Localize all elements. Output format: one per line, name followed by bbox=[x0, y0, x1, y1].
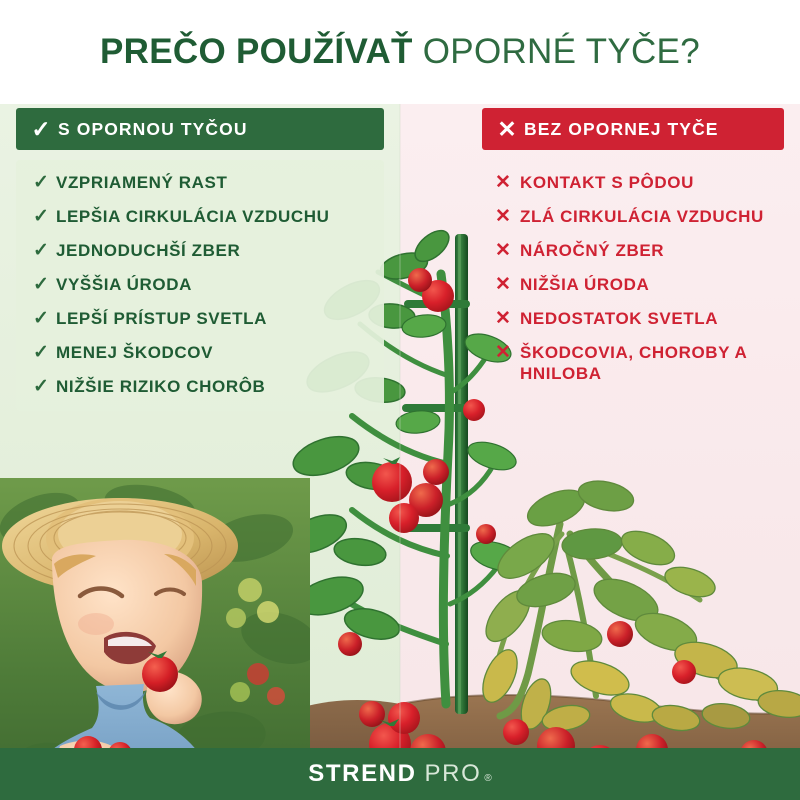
list-item bbox=[488, 240, 782, 261]
list-item-label: ZLÁ CIRKULÁCIA VZDUCHU bbox=[520, 207, 764, 226]
check-icon: ✓ bbox=[33, 274, 49, 295]
list-item bbox=[26, 240, 374, 261]
brand-secondary: PRO bbox=[424, 760, 482, 787]
list-item bbox=[26, 342, 374, 363]
cross-icon: ✕ bbox=[497, 115, 517, 142]
column-header-without-stake bbox=[482, 108, 784, 150]
column-header-right-label: BEZ OPORNEJ TYČE bbox=[524, 118, 719, 139]
brand-logo bbox=[308, 760, 491, 788]
cross-icon: ✕ bbox=[495, 240, 511, 261]
list-item-label: NIŽŠIE RIZIKO CHORÔB bbox=[56, 377, 266, 396]
cross-icon: ✕ bbox=[495, 308, 511, 329]
list-item bbox=[488, 206, 782, 227]
brand-primary: STREND bbox=[308, 760, 417, 787]
check-icon: ✓ bbox=[31, 115, 51, 142]
registered-icon: ® bbox=[484, 773, 492, 784]
list-item-label: LEPŠIA CIRKULÁCIA VZDUCHU bbox=[56, 207, 330, 226]
page-title bbox=[0, 0, 800, 104]
list-item bbox=[26, 206, 374, 227]
list-item-label: VZPRIAMENÝ RAST bbox=[56, 173, 228, 192]
list-item bbox=[26, 376, 374, 397]
check-icon: ✓ bbox=[33, 342, 49, 363]
list-item-label: NIŽŠIA ÚRODA bbox=[520, 275, 650, 294]
list-item bbox=[26, 172, 374, 193]
benefits-list bbox=[16, 160, 384, 411]
check-icon: ✓ bbox=[33, 172, 49, 193]
brand-footer bbox=[0, 748, 800, 800]
cross-icon: ✕ bbox=[495, 206, 511, 227]
column-header-left-label: S OPORNOU TYČOU bbox=[58, 118, 248, 139]
drawbacks-list bbox=[482, 160, 786, 398]
title-strong: PREČO POUŽÍVAŤ bbox=[100, 32, 413, 71]
list-item bbox=[488, 274, 782, 295]
check-icon: ✓ bbox=[33, 240, 49, 261]
list-item bbox=[488, 308, 782, 329]
check-icon: ✓ bbox=[33, 308, 49, 329]
list-item-label: LEPŠÍ PRÍSTUP SVETLA bbox=[56, 309, 268, 328]
list-item-label: JEDNODUCHŠÍ ZBER bbox=[56, 241, 241, 260]
column-header-with-stake bbox=[16, 108, 384, 150]
check-icon: ✓ bbox=[33, 206, 49, 227]
cross-icon: ✕ bbox=[495, 274, 511, 295]
list-item-label: NEDOSTATOK SVETLA bbox=[520, 309, 719, 328]
list-item-label: KONTAKT S PÔDOU bbox=[520, 173, 694, 192]
cross-icon: ✕ bbox=[495, 342, 511, 363]
list-item-label: NÁROČNÝ ZBER bbox=[520, 241, 665, 260]
list-item bbox=[26, 308, 374, 329]
list-item bbox=[26, 274, 374, 295]
list-item-label: ŠKODCOVIA, CHOROBY A HNILOBA bbox=[520, 343, 747, 383]
list-item-label: VYŠŠIA ÚRODA bbox=[56, 275, 192, 294]
check-icon: ✓ bbox=[33, 376, 49, 397]
list-item bbox=[488, 172, 782, 193]
title-light: OPORNÉ TYČE? bbox=[422, 32, 700, 71]
cross-icon: ✕ bbox=[495, 172, 511, 193]
title-text bbox=[100, 32, 700, 72]
list-item bbox=[488, 342, 782, 384]
list-item-label: MENEJ ŠKODCOV bbox=[56, 343, 214, 362]
